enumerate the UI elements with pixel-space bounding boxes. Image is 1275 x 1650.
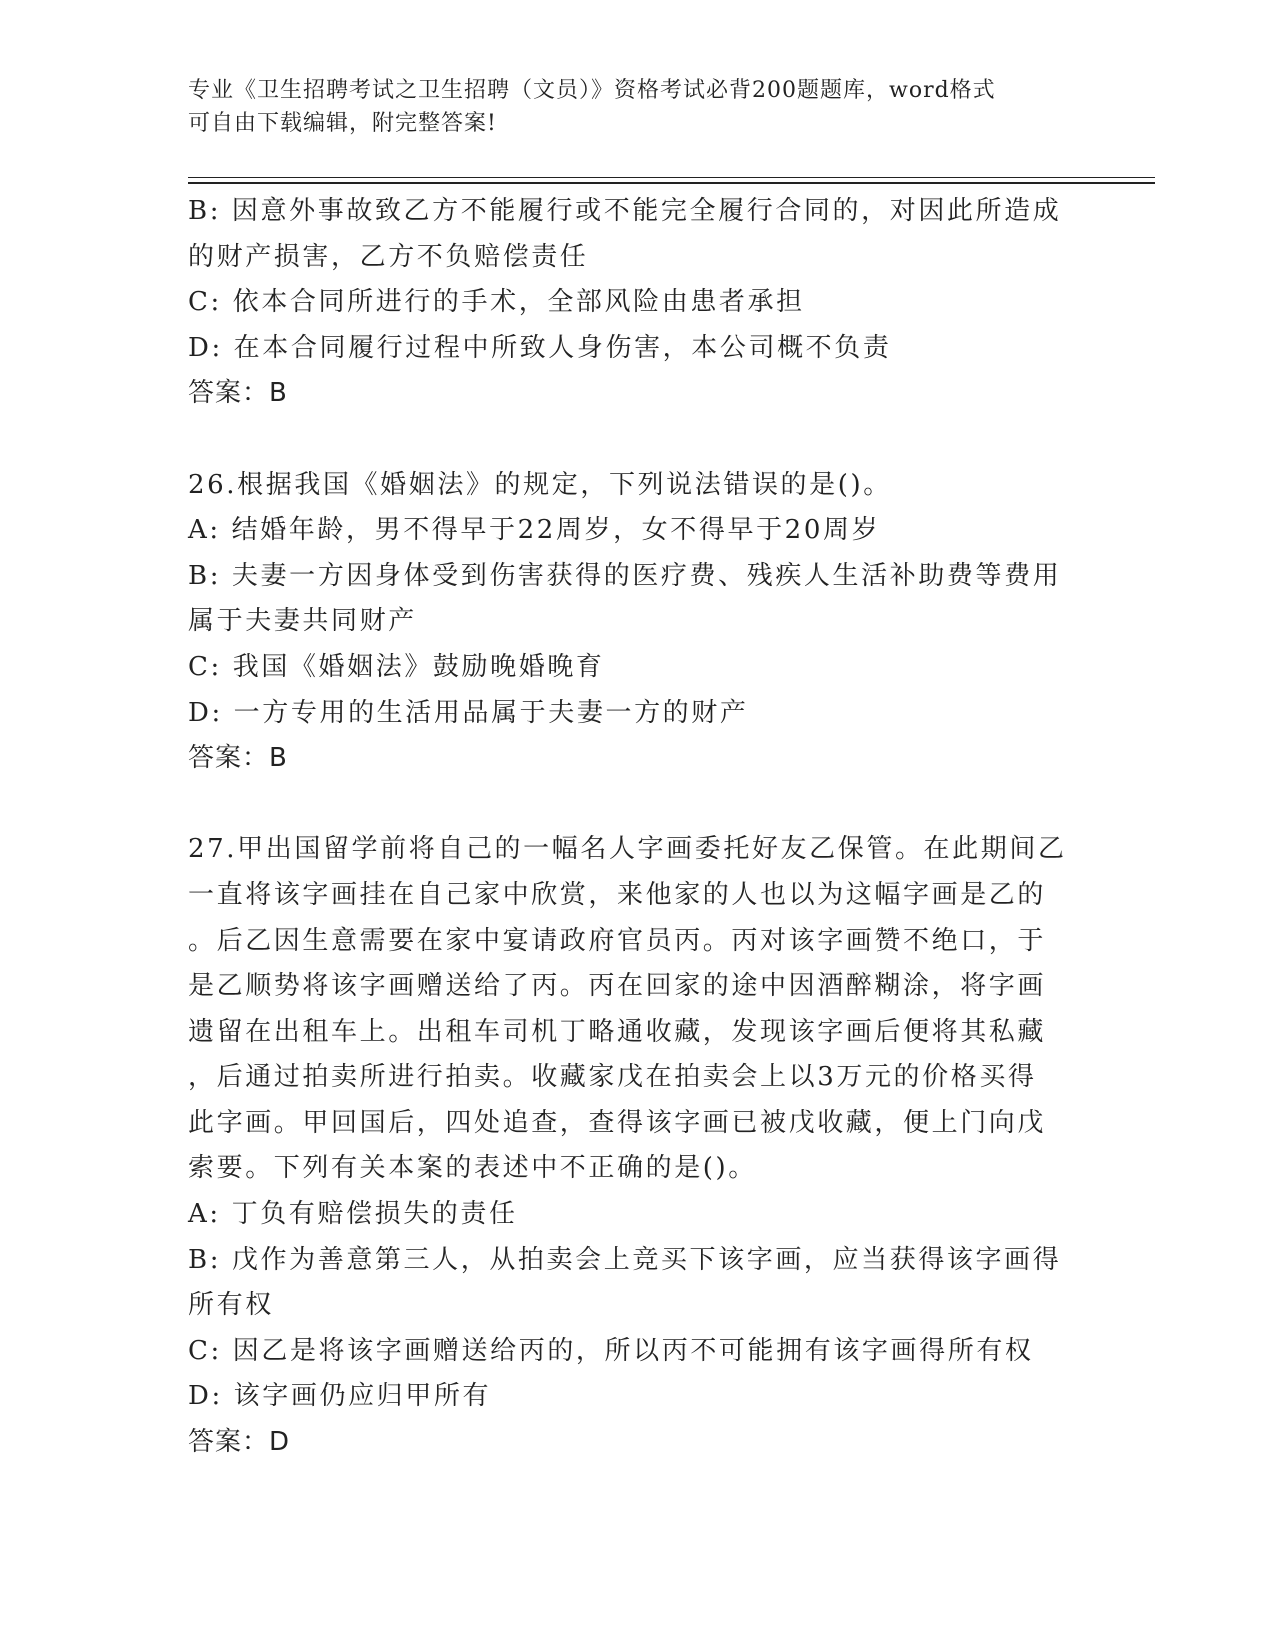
question-stem-line-6: ，后通过拍卖所进行拍卖。收藏家戊在拍卖会上以3万元的价格买得: [188, 1062, 1037, 1093]
option-d: D: 在本合同履行过程中所致人身伤害，本公司概不负责: [188, 332, 892, 363]
header-divider-thin: [188, 177, 1155, 178]
option-b-line-2: 属于夫妻共同财产: [188, 606, 417, 637]
option-b-line-2: 的财产损害，乙方不负赔偿责任: [188, 241, 589, 272]
option-d: D: 一方专用的生活用品属于夫妻一方的财产: [188, 697, 749, 728]
question-25: [188, 189, 1088, 417]
question-stem-line-8: 索要。下列有关本案的表述中不正确的是()。: [188, 1153, 757, 1184]
option-c: C: 因乙是将该字画赠送给丙的，所以丙不可能拥有该字画得所有权: [188, 1335, 1034, 1366]
answer-label: 答案：B: [188, 378, 288, 409]
answer-label: 答案：B: [188, 743, 288, 774]
spacer: [188, 417, 1088, 463]
question-stem-line-5: 遗留在出租车上。出租车司机丁略通收藏，发现该字画后便将其私藏: [188, 1016, 1047, 1047]
option-d: D: 该字画仍应归甲所有: [188, 1381, 492, 1412]
question-stem-line-4: 是乙顺势将该字画赠送给了丙。丙在回家的途中因酒醉糊涂，将字画: [188, 971, 1047, 1002]
question-stem: 26.根据我国《婚姻法》的规定，下列说法错误的是()。: [188, 469, 892, 500]
option-b-line-1: B: 因意外事故致乙方不能履行或不能完全履行合同的，对因此所造成: [188, 196, 1062, 226]
option-b-line-2: 所有权: [188, 1290, 274, 1321]
option-b-line-1: B: 夫妻一方因身体受到伤害获得的医疗费、残疾人生活补助费等费用: [188, 560, 1062, 591]
question-stem-line-7: 此字画。甲回国后，四处追查，查得该字画已被戊收藏，便上门向戊: [188, 1107, 1047, 1138]
question-26: [188, 463, 1088, 782]
document-header: [188, 74, 1068, 140]
option-c: C: 依本合同所进行的手术，全部风险由患者承担: [188, 287, 805, 318]
question-stem-line-3: 。后乙因生意需要在家中宴请政府官员丙。丙对该字画赞不绝口，于: [188, 925, 1047, 956]
option-a: A: 丁负有赔偿损失的责任: [188, 1199, 518, 1230]
option-b-line-1: B: 戊作为善意第三人，从拍卖会上竞买下该字画，应当获得该字画得: [188, 1244, 1062, 1275]
answer-label: 答案：D: [188, 1427, 291, 1458]
option-a: A: 结婚年龄，男不得早于22周岁，女不得早于20周岁: [188, 515, 881, 546]
spacer: [188, 782, 1088, 828]
question-stem-line-2: 一直将该字画挂在自己家中欣赏，来他家的人也以为这幅字画是乙的: [188, 879, 1047, 910]
header-title-line-1: 专业《卫生招聘考试之卫生招聘（文员）》资格考试必背200题题库，word格式: [188, 78, 996, 103]
document-body: [188, 189, 1088, 1466]
header-title-line-2: 可自由下载编辑，附完整答案!: [188, 111, 497, 136]
option-c: C: 我国《婚姻法》鼓励晚婚晚育: [188, 651, 605, 682]
question-27: [188, 827, 1088, 1465]
question-stem-line-1: 27.甲出国留学前将自己的一幅名人字画委托好友乙保管。在此期间乙: [188, 834, 1067, 865]
header-divider-thick: [188, 182, 1155, 184]
